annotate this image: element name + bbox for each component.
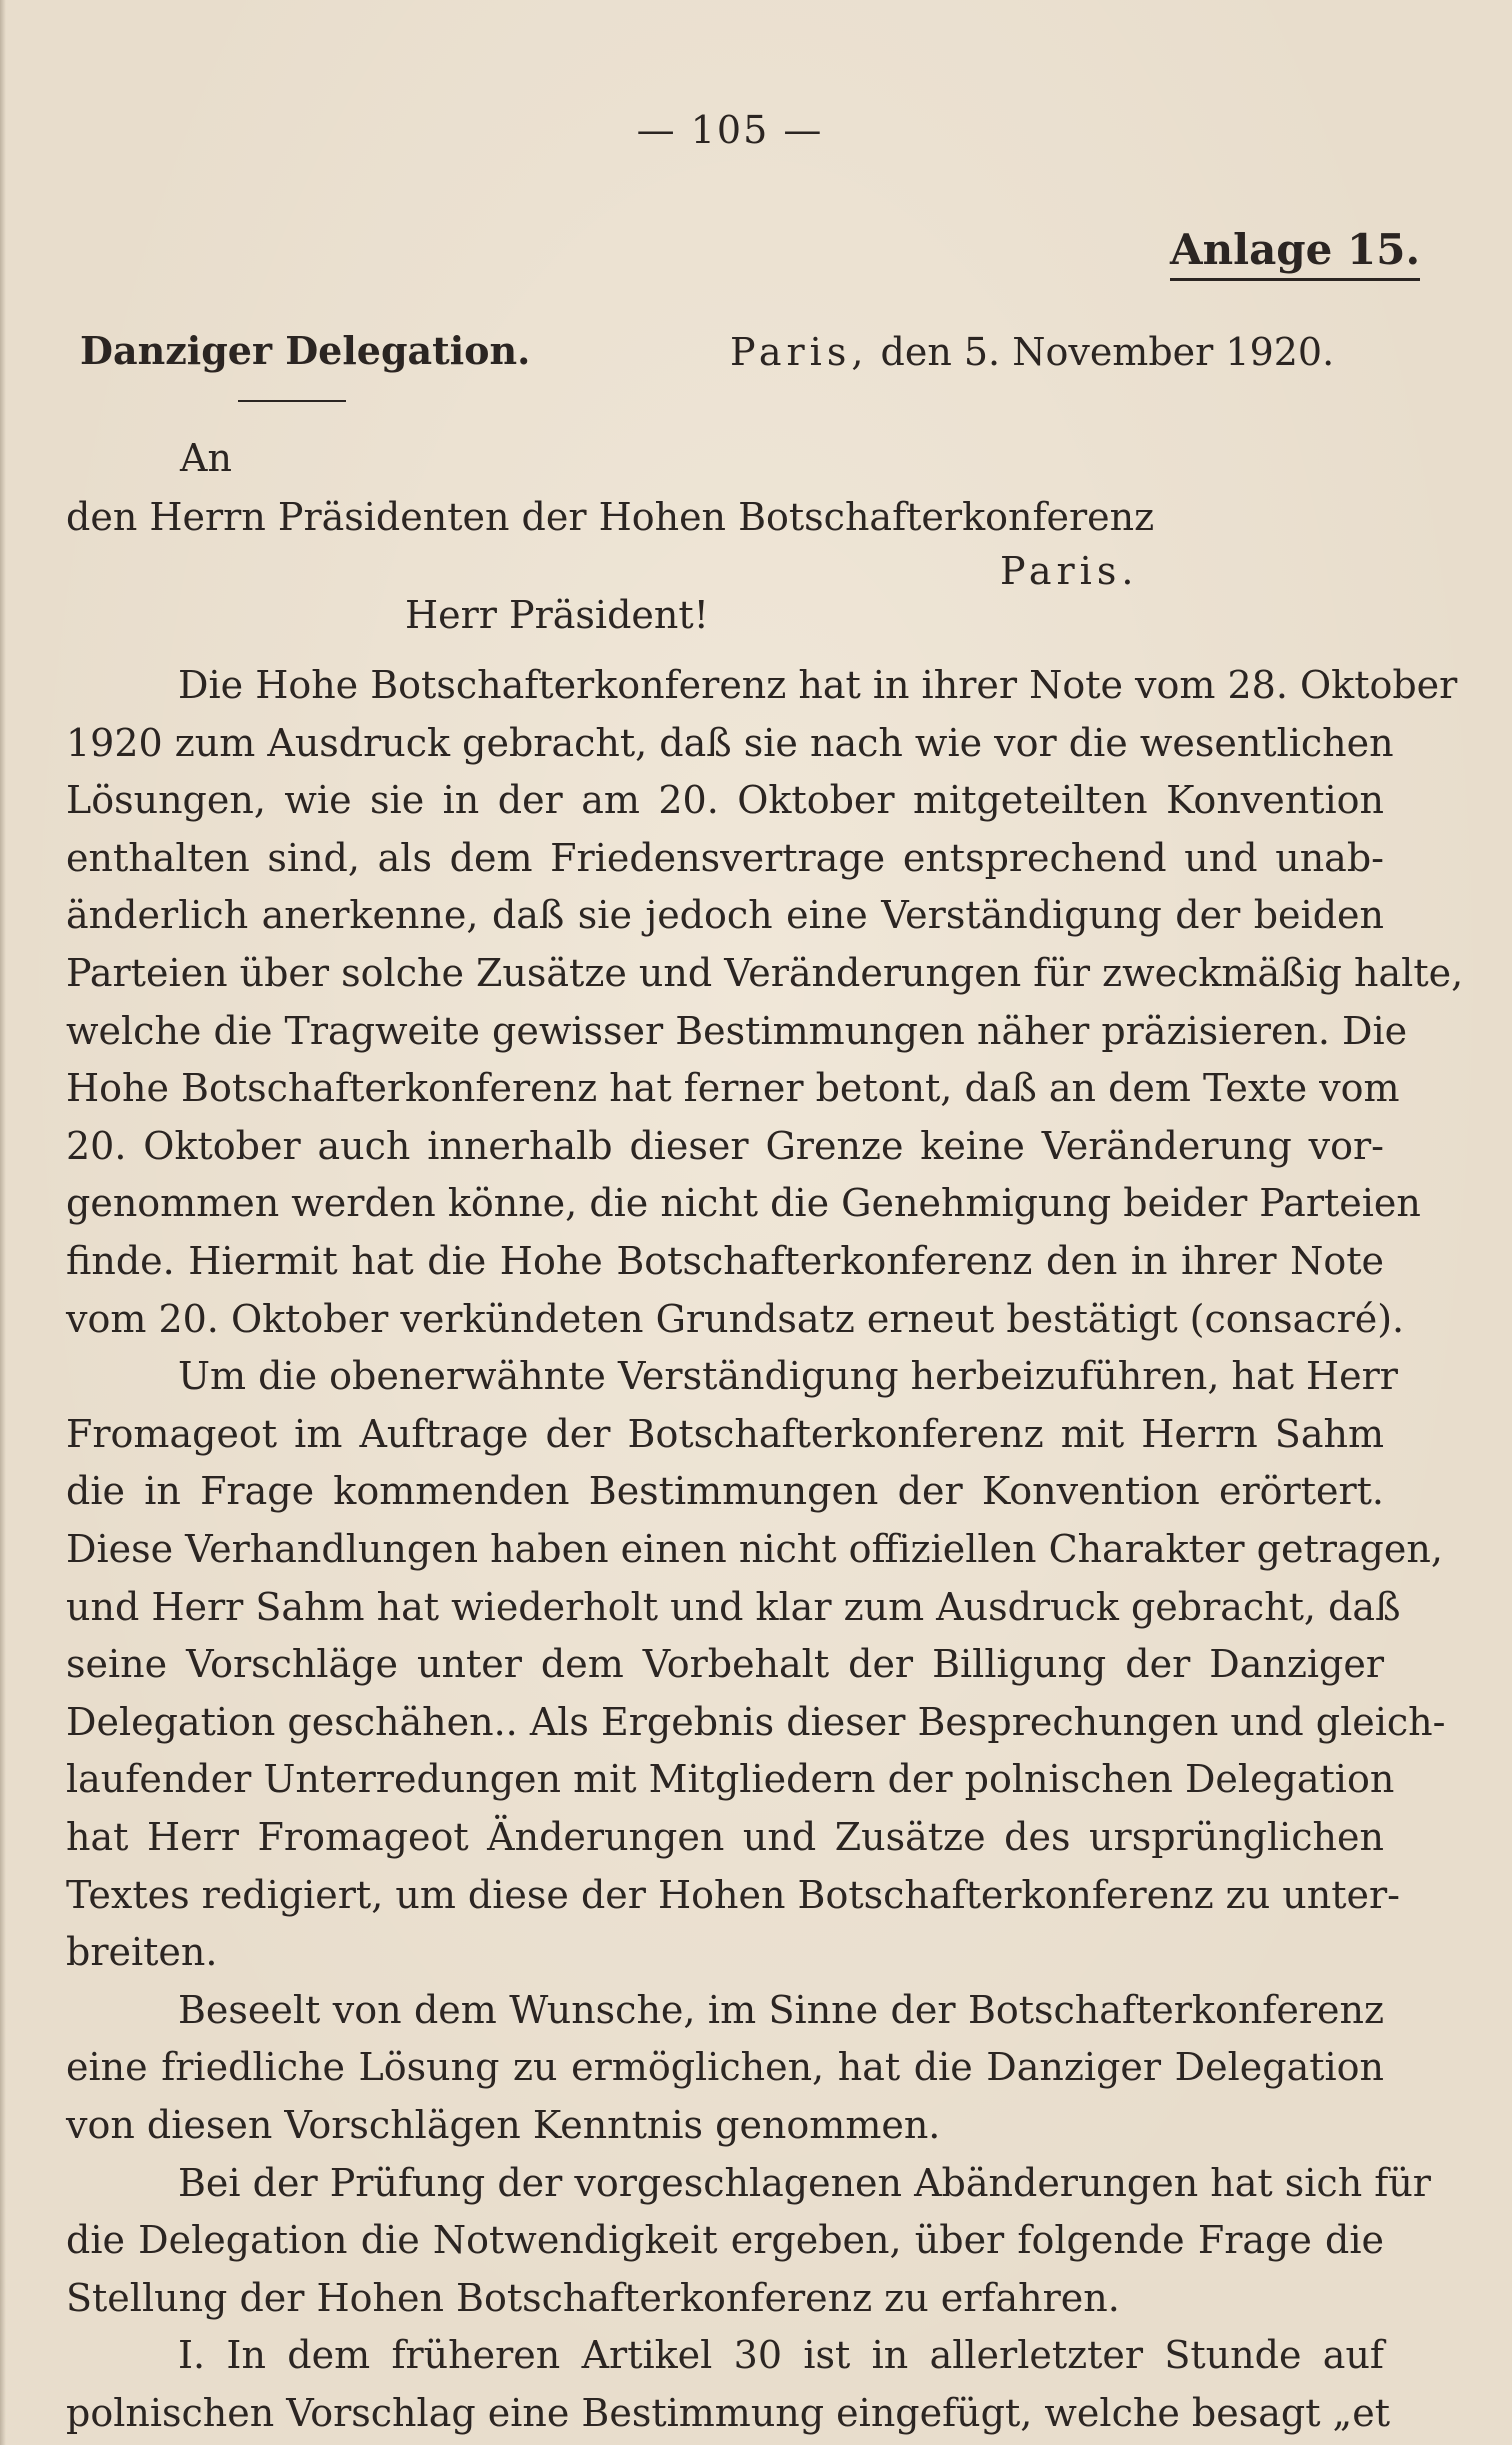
body-line: laufender Unterredungen mit Mitgliedern der polnischen Delegation (66, 1757, 1395, 1802)
body-line: hat Herr Fromageot Änderungen und Zusätze des ursprünglichen (66, 1815, 1384, 1859)
body-line: Fromageot im Auftrage der Botschafterkonferenz mit Herrn Sahm (66, 1411, 1384, 1456)
dateline (730, 330, 1334, 374)
body-line: Bei der Prüfung der vorgeschlagenen Abänderungen hat sich für (178, 2160, 1431, 2205)
body-line: I. In dem früheren Artikel 30 ist in allerletzter Stunde auf (178, 2333, 1384, 2378)
body-line: die Delegation die Notwendigkeit ergeben, über folgende Frage die (66, 2218, 1384, 2263)
body-line: und Herr Sahm hat wiederholt und klar zum Ausdruck gebracht, daß (66, 1584, 1401, 1629)
body-line: seine Vorschläge unter dem Vorbehalt der Billigung der Danziger (66, 1642, 1384, 1687)
dateline-city: Paris, (730, 330, 869, 374)
body-line: enthalten sind, als dem Friedensvertrage entsprechend und unab- (66, 835, 1384, 880)
body-line: änderlich anerkenne, daß sie jedoch eine Verständigung der beiden (66, 893, 1384, 938)
body-line: genommen werden könne, die nicht die Genehmigung beider Parteien (66, 1181, 1421, 1226)
body-line: Parteien über solche Zusätze und Veränderungen für zweckmäßig halte, (66, 951, 1464, 995)
body-line: Delegation geschähen.. Als Ergebnis dieser Besprechungen und gleich- (66, 1699, 1446, 1744)
body-line: Die Hohe Botschafterkonferenz hat in ihrer Note vom 28. Oktober (178, 663, 1458, 707)
body-line: eine friedliche Lösung zu ermöglichen, hat die Danziger Delegation (66, 2045, 1384, 2090)
page-number: — 105 — (636, 108, 824, 152)
dateline-date: den 5. November 1920. (880, 330, 1335, 374)
salutation: Herr Präsident! (405, 593, 709, 637)
address-to: An (180, 436, 232, 480)
body-line: Hohe Botschafterkonferenz hat ferner betont, daß an dem Texte vom (66, 1066, 1400, 1111)
body-line: Textes redigiert, um diese der Hohen Botschafterkonferenz zu unter- (66, 1872, 1400, 1917)
body-line: Beseelt von dem Wunsche, im Sinne der Botschafterkonferenz (178, 1987, 1384, 2032)
body-line: 1920 zum Ausdruck gebracht, daß sie nach wie vor die wesentlichen (66, 720, 1394, 765)
body-line: Lösungen, wie sie in der am 20. Oktober mitgeteilten Konvention (66, 778, 1384, 823)
annex-label: Anlage 15. (1170, 225, 1420, 281)
body-line: breiten. (66, 1930, 218, 1975)
page-edge-shadow (0, 0, 6, 2445)
body-line: welche die Tragweite gewisser Bestimmungen näher präzisieren. Die (66, 1008, 1408, 1053)
body-line: finde. Hiermit hat die Hohe Botschafterkonferenz den in ihrer Note (66, 1239, 1384, 1283)
address-city: Paris. (1000, 549, 1139, 593)
body-line: Um die obenerwähnte Verständigung herbeizuführen, hat Herr (178, 1354, 1398, 1399)
sender-underline (238, 400, 346, 402)
body-line: die in Frage kommenden Bestimmungen der Konvention erörtert. (66, 1469, 1384, 1514)
body-line: Stellung der Hohen Botschafterkonferenz zu erfahren. (66, 2275, 1120, 2320)
body-line: 20. Oktober auch innerhalb dieser Grenze keine Veränderung vor- (66, 1123, 1384, 1168)
sender-heading: Danziger Delegation. (80, 328, 531, 373)
body-line: Diese Verhandlungen haben einen nicht offiziellen Charakter getragen, (66, 1527, 1443, 1571)
body-line: polnischen Vorschlag eine Bestimmung eingefügt, welche besagt „et (66, 2391, 1390, 2435)
body-line: von diesen Vorschlägen Kenntnis genommen. (66, 2103, 941, 2147)
body-line: vom 20. Oktober verkündeten Grundsatz erneut bestätigt (consacré). (66, 1296, 1405, 1341)
address-recipient: den Herrn Präsidenten der Hohen Botschafterkonferenz (66, 495, 1155, 539)
